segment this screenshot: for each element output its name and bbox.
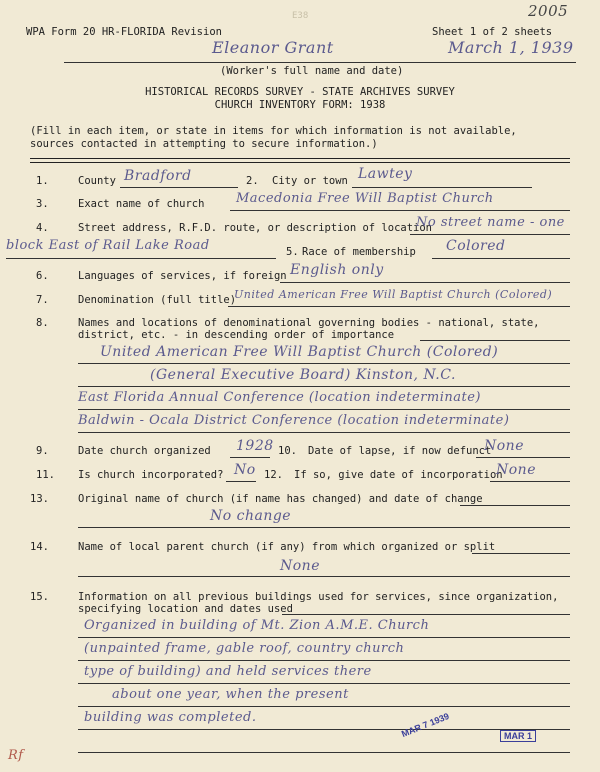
worker-caption: (Worker's full name and date)	[220, 65, 404, 77]
q8-value-4: Baldwin - Ocala District Conference (location indeterminate)	[78, 413, 510, 428]
q8-line-0	[420, 340, 570, 341]
q4-value-continued: block East of Rail Lake Road	[6, 238, 210, 253]
q10-number: 10.	[278, 445, 297, 457]
q14-line-0	[472, 553, 570, 554]
q9-label: Date church organized	[78, 445, 211, 457]
q15-value-1: Organized in building of Mt. Zion A.M.E. Church	[84, 618, 430, 633]
q8-label-line2: district, etc. - in descending order of importance	[78, 329, 395, 341]
q8-label-line1: Names and locations of denominational governing bodies - national, state,	[78, 317, 540, 329]
q11-line	[226, 481, 256, 482]
received-stamp: MAR 7 1939	[399, 710, 451, 740]
q14-value: None	[280, 558, 320, 574]
q15-number: 15.	[30, 591, 49, 603]
q12-number: 12.	[264, 469, 283, 481]
q13-label: Original name of church (if name has changed) and date of change	[78, 493, 483, 505]
q11-number: 11.	[36, 469, 55, 481]
q9-line	[230, 457, 270, 458]
q8-number: 8.	[36, 317, 49, 329]
sheet-count: Sheet 1 of 2 sheets	[432, 26, 553, 38]
q15-line-6	[78, 752, 570, 753]
divider-rule-2	[30, 162, 570, 163]
q2-line	[352, 187, 532, 188]
q14-number: 14.	[30, 541, 49, 553]
q15-value-2: (unpainted frame, gable roof, country church	[84, 641, 405, 656]
q5-label: Race of membership	[302, 246, 416, 258]
q2-number: 2.	[246, 175, 259, 187]
q8-line-4	[78, 432, 570, 433]
q14-line-1	[78, 576, 570, 577]
q15-label-line1: Information on all previous buildings used for services, since organization,	[78, 591, 559, 603]
worker-name: Eleanor Grant	[212, 38, 334, 57]
q8-line-3	[78, 409, 570, 410]
q10-value: None	[484, 438, 524, 454]
q6-value: English only	[290, 262, 384, 278]
q11-label: Is church incorporated?	[78, 469, 224, 481]
q1-label: County	[78, 175, 116, 187]
q5-number: 5.	[286, 246, 299, 258]
q15-line-1	[78, 637, 570, 638]
q15-label-line2: specifying location and dates used	[78, 603, 293, 615]
q15-line-4	[78, 706, 570, 707]
q10-line	[476, 457, 570, 458]
q5-value: Colored	[446, 238, 506, 254]
instructions-line2: sources contacted in attempting to secure information.)	[30, 138, 378, 150]
q6-line	[280, 282, 570, 283]
q8-line-1	[78, 363, 570, 364]
q2-label: City or town	[272, 175, 348, 187]
q13-line-0	[460, 505, 570, 506]
form-subtitle: CHURCH INVENTORY FORM: 1938	[214, 99, 386, 111]
q1-value: Bradford	[124, 168, 192, 184]
q13-value: No change	[210, 508, 292, 524]
q8-value-1: United American Free Will Baptist Church (Colored)	[100, 344, 499, 360]
q1-line	[120, 187, 238, 188]
instructions-line1: (Fill in each item, or state in items for which information is not available,	[30, 125, 517, 137]
q15-value-4: about one year, when the present	[112, 687, 349, 702]
q8-value-2: (General Executive Board) Kinston, N.C.	[150, 367, 456, 383]
bottom-left-mark: Rf	[8, 748, 24, 763]
q4-label: Street address, R.F.D. route, or description of location	[78, 222, 433, 234]
q15-line-0	[282, 614, 570, 615]
q3-line	[230, 210, 570, 211]
worker-date: March 1, 1939	[448, 38, 574, 57]
q8-line-2	[78, 386, 570, 387]
q12-label: If so, give date of incorporation	[294, 469, 503, 481]
q15-value-3: type of building) and held services there	[84, 664, 372, 679]
q8-value-3: East Florida Annual Conference (location indeterminate)	[78, 390, 482, 405]
q3-value: Macedonia Free Will Baptist Church	[236, 191, 494, 206]
q15-line-5	[78, 729, 570, 730]
q6-label: Languages of services, if foreign	[78, 270, 287, 282]
corner-number: 2005	[528, 2, 569, 20]
q9-value: 1928	[236, 438, 274, 454]
q3-label: Exact name of church	[78, 198, 205, 210]
received-stamp-2: MAR 1	[500, 730, 536, 742]
q2-value: Lawtey	[358, 166, 413, 182]
faint-mark: E38	[292, 11, 309, 21]
q12-value: None	[496, 462, 536, 478]
q15-line-2	[78, 660, 570, 661]
worker-line	[64, 62, 576, 63]
q7-label: Denomination (full title)	[78, 294, 237, 306]
q6-number: 6.	[36, 270, 49, 282]
q7-number: 7.	[36, 294, 49, 306]
q4-line	[410, 234, 570, 235]
q7-line	[228, 306, 570, 307]
q11-value: No	[234, 462, 256, 478]
q5-line	[432, 258, 570, 259]
q7-value: United American Free Will Baptist Church (Colored)	[234, 288, 553, 301]
q4-value: No street name - one	[416, 215, 565, 230]
q12-line	[490, 481, 570, 482]
q4-number: 4.	[36, 222, 49, 234]
q13-line-1	[78, 527, 570, 528]
q3-number: 3.	[36, 198, 49, 210]
q15-value-5: building was completed.	[84, 710, 257, 725]
divider-rule-1	[30, 158, 570, 159]
q9-number: 9.	[36, 445, 49, 457]
q10-label: Date of lapse, if now defunct	[308, 445, 492, 457]
q13-number: 13.	[30, 493, 49, 505]
form-id: WPA Form 20 HR-FLORIDA Revision	[26, 26, 222, 38]
q15-line-3	[78, 683, 570, 684]
q14-label: Name of local parent church (if any) from which organized or split	[78, 541, 496, 553]
q4-line-2	[6, 258, 276, 259]
q1-number: 1.	[36, 175, 49, 187]
form-title: HISTORICAL RECORDS SURVEY - STATE ARCHIVES SURVEY	[145, 86, 455, 98]
